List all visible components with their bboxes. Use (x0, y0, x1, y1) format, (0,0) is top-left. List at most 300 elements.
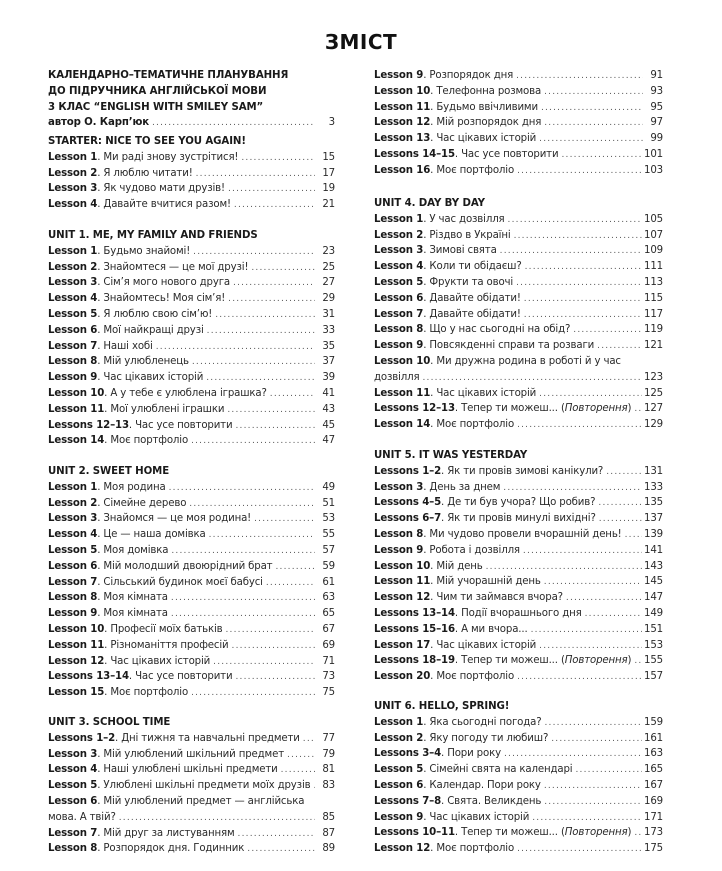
lesson-title: Де ти був учора? Що робив? (447, 497, 596, 509)
lesson-sep: . (97, 167, 104, 179)
page-number: 159 (644, 716, 663, 728)
toc-entry[interactable] (48, 622, 335, 638)
page-number: 49 (322, 481, 335, 493)
lesson-label: Lesson 4 (48, 199, 98, 211)
toc-entry[interactable] (48, 826, 335, 842)
toc-entry[interactable] (374, 778, 663, 794)
toc-entry[interactable] (48, 339, 335, 355)
leader-dots (508, 213, 642, 229)
lesson-label: Lessons 1–2 (48, 732, 116, 744)
lesson-sep: . (97, 560, 104, 572)
toc-entry[interactable] (48, 685, 335, 701)
lesson-label: Lesson 4 (48, 764, 98, 776)
leader-dots (234, 198, 315, 214)
page-number: 105 (644, 213, 663, 225)
page-number: 111 (644, 261, 663, 273)
lesson-label: Lesson 7 (48, 340, 98, 352)
lesson-sep: . (97, 795, 104, 807)
leader-dots (634, 654, 642, 670)
lesson-sep: . (454, 607, 462, 619)
page-number: 3 (328, 117, 335, 129)
lesson-label: Lesson 1 (48, 151, 98, 163)
lesson-title: Мій молодший двоюрідний брат (103, 560, 273, 572)
toc-entry[interactable] (374, 606, 663, 622)
lesson-label: Lessons 1–2 (374, 465, 442, 477)
toc-entry[interactable] (48, 575, 335, 591)
toc-entry[interactable] (48, 197, 335, 213)
leader-dots (525, 260, 642, 276)
toc-entry[interactable] (374, 147, 663, 163)
page-number: 51 (322, 497, 335, 509)
lesson-sep: . (423, 245, 430, 257)
toc-entry[interactable] (374, 590, 663, 606)
toc-entry[interactable] (48, 747, 335, 763)
toc-entry-line2[interactable] (48, 810, 335, 826)
toc-entry[interactable] (374, 559, 663, 575)
page-number: 117 (644, 308, 663, 320)
lesson-label: Lesson 10 (48, 623, 105, 635)
lesson-sep: . (423, 229, 430, 241)
leader-dots (287, 748, 315, 764)
leader-dots (303, 732, 315, 748)
leader-dots (192, 355, 315, 371)
toc-entry[interactable] (374, 386, 663, 402)
leader-dots (504, 747, 642, 763)
page-number: 173 (644, 827, 663, 839)
toc-entry[interactable] (48, 418, 335, 434)
lesson-sep: . (97, 151, 104, 163)
lesson-sep: . (430, 133, 437, 145)
toc-entry[interactable] (48, 433, 335, 449)
lesson-label: Lesson 1 (374, 716, 424, 728)
toc-entry[interactable] (48, 762, 335, 778)
toc-entry[interactable] (374, 480, 663, 496)
page-number: 15 (322, 151, 335, 163)
lesson-sep: . (423, 340, 430, 352)
toc-entry[interactable] (374, 115, 663, 131)
page-number: 83 (322, 780, 335, 792)
lesson-title: Давайте обідати! (429, 308, 521, 320)
leader-dots (228, 182, 315, 198)
leader-dots (232, 639, 315, 655)
toc-entry[interactable] (374, 527, 663, 543)
lesson-title: Моє портфоліо (436, 419, 515, 431)
toc-entry[interactable] (48, 559, 335, 575)
leader-dots (539, 387, 642, 403)
toc-intro (48, 68, 335, 131)
lesson-label: Lesson 4 (374, 261, 424, 273)
lesson-label: Lesson 9 (374, 340, 424, 352)
toc-entry[interactable] (374, 212, 663, 228)
toc-entry[interactable] (374, 259, 663, 275)
toc-entry[interactable] (48, 370, 335, 386)
intro-line: 3 КЛАС “ENGLISH WITH SMILEY SAM” (48, 101, 264, 113)
lesson-sep: . (430, 85, 437, 97)
lesson-title: Мій улюбленець (103, 356, 189, 368)
lesson-title: Мій день (436, 560, 483, 572)
lesson-sep: . (454, 827, 462, 839)
leader-dots (539, 639, 642, 655)
toc-entry[interactable] (374, 228, 663, 244)
page-number: 27 (322, 277, 335, 289)
lesson-label: Lesson 13 (374, 133, 431, 145)
lesson-sep: . (97, 544, 104, 556)
leader-dots (213, 655, 315, 671)
page-number: 85 (322, 811, 335, 823)
page-number: 91 (650, 70, 663, 81)
lesson-title-cont: мова. А твій? (48, 811, 116, 823)
lesson-sep: . (128, 671, 136, 683)
lesson-label: Lesson 8 (48, 592, 98, 604)
lesson-label: Lesson 14 (374, 419, 431, 431)
lesson-sep: . (97, 481, 104, 493)
toc-entry[interactable] (374, 495, 663, 511)
lesson-title: Моє портфоліо (110, 435, 189, 447)
leader-dots (171, 544, 315, 560)
leader-dots (575, 763, 642, 779)
toc-entry[interactable] (374, 825, 663, 841)
lesson-title: Моє портфоліо (436, 164, 515, 176)
toc-entry[interactable] (48, 150, 335, 166)
leader-dots (524, 308, 642, 324)
page-number: 79 (322, 748, 335, 760)
page-number: 65 (322, 608, 335, 620)
page-number: 81 (322, 764, 335, 776)
toc-entry-intro-author[interactable] (48, 115, 335, 131)
toc-entry[interactable] (48, 511, 335, 527)
toc-entry[interactable] (48, 354, 335, 370)
toc-entry[interactable] (374, 401, 663, 417)
leader-dots (207, 324, 315, 340)
toc-entry[interactable] (374, 762, 663, 778)
lesson-title: Знайомтеся — це мої друзі! (103, 261, 249, 273)
page-number: 35 (322, 340, 335, 352)
page-number: 67 (322, 623, 335, 635)
page-number: 53 (322, 513, 335, 525)
lesson-label: Lesson 3 (48, 183, 98, 195)
toc-entry[interactable] (374, 810, 663, 826)
lesson-title: Час цікавих історій (436, 639, 537, 651)
lesson-sep: . (104, 655, 111, 667)
lesson-title: Як чудово мати друзів! (103, 183, 225, 195)
leader-dots (597, 339, 642, 355)
lesson-label: Lesson 15 (48, 687, 105, 699)
toc-entry[interactable] (374, 417, 663, 433)
lesson-label: Lesson 11 (48, 403, 105, 415)
toc-entry[interactable] (48, 291, 335, 307)
lesson-label: Lesson 11 (374, 101, 431, 113)
lesson-sep: . (430, 592, 437, 604)
lesson-label: Lesson 8 (48, 843, 98, 855)
toc-entry[interactable] (48, 323, 335, 339)
lesson-title: Мій розпорядок дня (436, 117, 542, 129)
toc-entry[interactable] (48, 166, 335, 182)
toc-entry-line1[interactable] (48, 794, 335, 810)
page-number: 101 (644, 148, 663, 160)
page-number: 129 (644, 419, 663, 431)
leader-dots (191, 434, 315, 450)
lesson-title: Наші хобі (103, 340, 153, 352)
lesson-title: Фрукти та овочі (429, 276, 514, 288)
toc-entry[interactable] (374, 511, 663, 527)
lesson-label: Lesson 3 (48, 748, 98, 760)
toc-entry[interactable] (374, 746, 663, 762)
lesson-title: Сімейне дерево (103, 497, 187, 509)
toc-entry[interactable] (48, 841, 335, 857)
toc-entry[interactable] (374, 163, 663, 179)
toc-entry[interactable] (374, 84, 663, 100)
page-number: 17 (322, 167, 335, 179)
page-number: 155 (644, 655, 663, 667)
lesson-label: Lesson 9 (374, 544, 424, 556)
lesson-title: Яку погоду ти любиш? (429, 732, 549, 744)
lesson-sep: . (430, 843, 437, 855)
toc-entry[interactable] (48, 731, 335, 747)
lesson-title: Дні тижня та навчальні предмети (121, 732, 300, 744)
lesson-label: Lessons 12–13 (48, 419, 129, 431)
page-number: 143 (644, 560, 663, 572)
toc-entry[interactable] (48, 654, 335, 670)
toc-entry[interactable] (48, 244, 335, 260)
toc-entry[interactable] (48, 260, 335, 276)
toc-entry[interactable] (48, 638, 335, 654)
lesson-sep: . (104, 403, 111, 415)
lesson-label: Lesson 3 (374, 245, 424, 257)
toc-entry[interactable] (48, 275, 335, 291)
toc-entry[interactable] (374, 131, 663, 147)
toc-entry-line1[interactable] (374, 354, 663, 370)
page-number: 165 (644, 764, 663, 776)
lesson-label: Lesson 7 (48, 827, 98, 839)
lesson-label: Lesson 11 (374, 387, 431, 399)
toc-entry[interactable] (374, 291, 663, 307)
page-number: 23 (322, 245, 335, 257)
leader-dots (585, 607, 642, 623)
leader-dots (544, 779, 642, 795)
lesson-label: Lessons 10–11 (374, 827, 455, 839)
lesson-label: Lesson 12 (374, 843, 431, 855)
lesson-title: Розпорядок дня (429, 70, 514, 81)
lesson-title: Час усе повторити (135, 671, 233, 683)
section-unit-3-cont (374, 68, 663, 179)
lesson-title: Я люблю читати! (103, 167, 193, 179)
section-heading: STARTER: NICE TO SEE YOU AGAIN! (48, 136, 246, 147)
lesson-label: Lesson 16 (374, 164, 431, 176)
leader-dots (486, 560, 642, 576)
lesson-label: Lesson 17 (374, 639, 431, 651)
lesson-label: Lesson 3 (48, 277, 98, 289)
lesson-sep: . (97, 261, 104, 273)
lesson-label: Lesson 11 (374, 576, 431, 588)
page-number: 33 (322, 324, 335, 336)
lesson-label: Lesson 4 (48, 293, 98, 305)
lesson-label: Lesson 8 (48, 356, 98, 368)
page-title: ЗМІСТ (324, 30, 398, 54)
page-number: 97 (650, 117, 663, 129)
lesson-title: День за днем (429, 481, 501, 493)
toc-entry[interactable] (374, 100, 663, 116)
page-number: 149 (644, 607, 663, 619)
lesson-label: Lesson 6 (374, 292, 424, 304)
toc-entry[interactable] (374, 322, 663, 338)
toc-entry[interactable] (48, 402, 335, 418)
lesson-label: Lesson 9 (48, 608, 98, 620)
lesson-title: Зимові свята (429, 245, 497, 257)
leader-dots (634, 402, 642, 418)
lesson-sep: . (430, 101, 437, 113)
lesson-title: Час усе повторити (461, 148, 559, 160)
leader-dots (561, 148, 642, 164)
toc-entry[interactable] (48, 181, 335, 197)
lesson-label: Lesson 1 (48, 245, 98, 257)
lesson-sep: . (454, 623, 462, 635)
lesson-label: Lesson 6 (48, 324, 98, 336)
toc-entry[interactable] (48, 543, 335, 559)
leader-dots (281, 763, 315, 779)
lesson-sep: . (423, 716, 430, 728)
leader-dots (191, 686, 315, 702)
lesson-title: Моє портфоліо (436, 671, 515, 683)
toc-entry[interactable] (374, 243, 663, 259)
page-number: 55 (322, 529, 335, 541)
section-heading: UNIT 1. ME, MY FAMILY AND FRIENDS (48, 230, 258, 241)
page-number: 119 (644, 324, 663, 336)
lesson-sep: . (97, 372, 104, 384)
toc-entry[interactable] (374, 731, 663, 747)
toc-entry[interactable] (48, 496, 335, 512)
lesson-sep: . (104, 639, 111, 651)
toc-entry-line2[interactable] (374, 370, 663, 386)
toc-entry[interactable] (374, 543, 663, 559)
page-number: 87 (322, 827, 335, 839)
page-number: 147 (644, 592, 663, 604)
page-number: 47 (322, 435, 335, 447)
lesson-label: Lesson 2 (374, 732, 424, 744)
toc-entry[interactable] (374, 307, 663, 323)
toc-entry[interactable] (48, 590, 335, 606)
lesson-title: Час цікавих історій (103, 372, 204, 384)
lesson-title: Чим ти займався вчора? (436, 592, 563, 604)
toc-entry[interactable] (374, 653, 663, 669)
page-number: 59 (322, 560, 335, 572)
page-number: 57 (322, 544, 335, 556)
section-heading: UNIT 2. SWEET HOME (48, 466, 170, 477)
lesson-title: Це — наша домівка (103, 529, 206, 541)
lesson-title: Тепер ти можеш... (461, 403, 558, 415)
lesson-title: Календар. Пори року (429, 779, 541, 791)
leader-dots (598, 496, 642, 512)
page-number: 161 (644, 732, 663, 744)
toc-entry[interactable] (374, 669, 663, 685)
toc-entry[interactable] (48, 669, 335, 685)
lesson-sep: . (423, 324, 430, 336)
lesson-sep: . (97, 497, 104, 509)
toc-entry[interactable] (374, 464, 663, 480)
leader-dots (254, 512, 315, 528)
lesson-title: Знайомся — це моя родина! (103, 513, 252, 525)
lesson-label: Lesson 20 (374, 671, 431, 683)
toc-entry[interactable] (374, 275, 663, 291)
lesson-sep: . (454, 403, 462, 415)
page-number: 61 (322, 576, 335, 588)
toc-entry[interactable] (374, 715, 663, 731)
toc-entry[interactable] (48, 386, 335, 402)
toc-entry[interactable] (48, 778, 335, 794)
page-number: 139 (644, 528, 663, 540)
intro-author: автор О. Карп’юк (48, 117, 149, 129)
lesson-sep: . (454, 148, 462, 160)
lesson-label: Lesson 5 (374, 276, 424, 288)
page-number: 131 (644, 465, 663, 477)
page-number: 107 (644, 229, 663, 241)
page-number: 37 (322, 356, 335, 368)
page-number: 175 (644, 843, 663, 855)
toc-entry[interactable] (374, 68, 663, 84)
leader-dots (171, 591, 315, 607)
lesson-label: Lesson 2 (48, 261, 98, 273)
page-number: 145 (644, 576, 663, 588)
leader-dots (532, 811, 642, 827)
toc-entry[interactable] (374, 638, 663, 654)
lesson-sep: . (423, 811, 430, 823)
leader-dots (573, 323, 642, 339)
lesson-sep: . (430, 560, 437, 572)
toc-entry[interactable] (48, 480, 335, 496)
leader-dots (251, 261, 315, 277)
toc-entry[interactable] (374, 338, 663, 354)
leader-dots (209, 528, 315, 544)
lesson-title: Мій учорашній день (436, 576, 541, 588)
leader-dots (171, 607, 315, 623)
page-number: 133 (644, 481, 663, 493)
lesson-title: Будьмо знайомі! (103, 245, 191, 257)
toc-entry[interactable] (374, 574, 663, 590)
lesson-sep: . (423, 308, 430, 320)
leader-dots (514, 229, 642, 245)
lesson-sep: . (97, 592, 104, 604)
lesson-label: Lesson 5 (48, 544, 98, 556)
leader-dots (625, 528, 642, 544)
lesson-title: Моя родина (103, 481, 166, 493)
toc-entry[interactable] (374, 841, 663, 857)
toc-entry[interactable] (48, 307, 335, 323)
lesson-title: Пори року (447, 748, 501, 760)
lesson-sep: . (423, 779, 430, 791)
lesson-sep: . (104, 435, 111, 447)
toc-entry[interactable] (48, 606, 335, 622)
lesson-sep: . (441, 748, 448, 760)
toc-entry[interactable] (48, 527, 335, 543)
lesson-sep: . (97, 608, 104, 620)
section-starter (48, 134, 335, 213)
lesson-label: Lesson 5 (374, 764, 424, 776)
page-number: 157 (644, 671, 663, 683)
lesson-sep: . (441, 795, 448, 807)
lesson-label: Lesson 9 (374, 70, 424, 81)
intro-line: ДО ПІДРУЧНИКА АНГЛІЙСЬКОЇ МОВИ (48, 85, 267, 97)
lesson-sep: . (97, 293, 104, 305)
leader-dots (152, 116, 315, 132)
page-number: 75 (322, 687, 335, 699)
lesson-title: Сільський будинок моєї бабусі (103, 576, 263, 588)
toc-entry[interactable] (374, 622, 663, 638)
lesson-sep: . (430, 355, 437, 367)
lesson-label: Lessons 13–14 (374, 607, 455, 619)
lesson-title: Розпорядок дня. Годинник (103, 843, 245, 855)
page-number: 127 (644, 403, 663, 415)
lesson-title: Час цікавих історій (436, 387, 537, 399)
toc-entry[interactable] (374, 794, 663, 810)
